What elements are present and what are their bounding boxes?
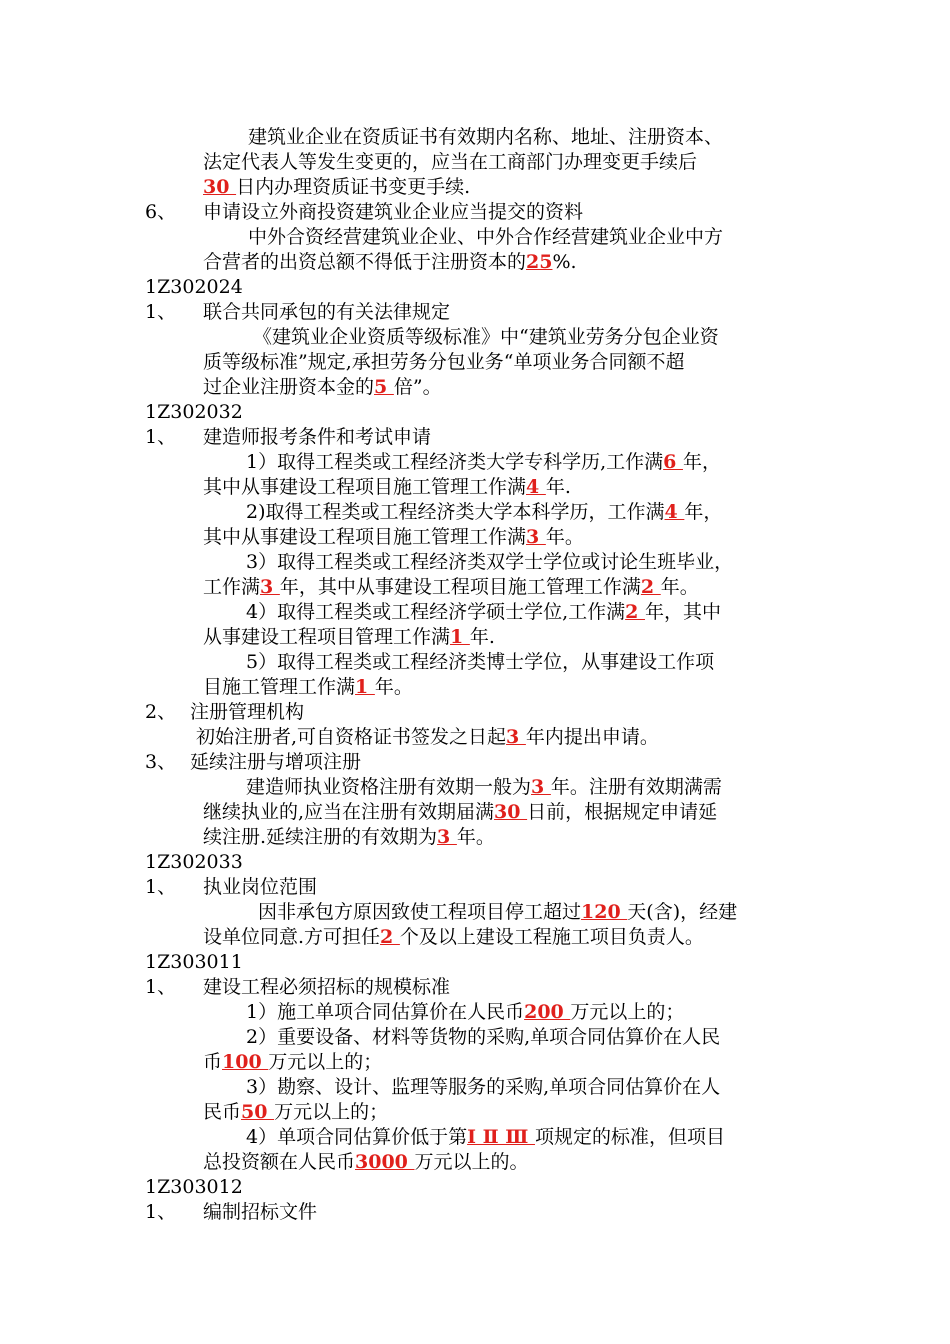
text-line	[246, 1000, 684, 1025]
text-line	[203, 1100, 388, 1125]
text-line	[203, 425, 431, 450]
line-text-rest: 年。	[545, 526, 584, 548]
line-text: 1Z302033	[145, 851, 243, 873]
line-text: 继续执业的,应当在注册有效期届满	[203, 801, 495, 823]
line-text-rest: 年。注册有效期满需	[550, 776, 722, 798]
line-text: 目施工管理工作满	[203, 676, 356, 698]
line-text-rest: 万元以上的；	[570, 1001, 685, 1023]
line-text-rest: 年，其中从事建设工程项目施工管理工作满	[279, 576, 641, 598]
line-text-rest: 项规定的标准，但项目	[534, 1126, 725, 1148]
text-line	[196, 725, 659, 750]
item-number: 1、	[145, 876, 177, 898]
line-text: 建造师报考条件和考试申请	[203, 426, 432, 448]
text-line	[248, 125, 723, 150]
line-text: 3）勘察、设计、监理等服务的采购,单项合同估算价在人	[246, 1076, 721, 1098]
highlighted-value: 2	[380, 926, 400, 948]
text-line	[203, 150, 697, 175]
line-text: 4）取得工程类或工程经济学硕士学位,工作满	[246, 601, 626, 623]
highlighted-value: 30	[203, 176, 237, 198]
line-text: 建造师执业资格注册有效期一般为	[246, 776, 532, 798]
text-line	[246, 775, 722, 800]
text-line	[145, 1175, 243, 1200]
line-text: 延续注册与增项注册	[190, 751, 362, 773]
text-line	[203, 675, 413, 700]
line-text: 2）重要设备、材料等货物的采购,单项合同估算价在人民	[246, 1026, 721, 1048]
line-text: 建筑业企业在资质证书有效期内名称、地址、注册资本、	[248, 126, 724, 148]
line-text-rest: 倍”。	[393, 376, 442, 398]
text-line	[203, 375, 442, 400]
highlighted-value: 50	[241, 1101, 275, 1123]
line-text: 其中从事建设工程项目施工管理工作满	[203, 526, 527, 548]
text-line	[145, 400, 243, 425]
text-line	[246, 450, 721, 475]
item-number: 3、	[145, 751, 177, 773]
text-line	[246, 1025, 720, 1050]
highlighted-value: I Ⅱ Ⅲ	[467, 1126, 535, 1148]
line-text: 其中从事建设工程项目施工管理工作满	[203, 476, 527, 498]
text-line	[203, 1050, 382, 1075]
line-text: 建设工程必须招标的规模标准	[203, 976, 451, 998]
line-text: 法定代表人等发生变更的，应当在工商部门办理变更手续后	[203, 151, 698, 173]
line-text: 过企业注册资本金的	[203, 376, 375, 398]
line-text: 工作满	[203, 576, 261, 598]
highlighted-value: 6	[663, 451, 683, 473]
line-text: 1Z303011	[145, 951, 243, 973]
item-number: 1、	[145, 976, 177, 998]
text-line	[190, 700, 304, 725]
line-text-rest: 年。	[660, 576, 699, 598]
line-text: 1）施工单项合同估算价在人民币	[246, 1001, 525, 1023]
line-text-rest: %.	[552, 251, 577, 273]
highlighted-value: 3	[437, 826, 457, 848]
line-text: 币	[203, 1051, 223, 1073]
highlighted-value: 4	[526, 476, 546, 498]
line-text-rest: 年。	[374, 676, 413, 698]
line-text-rest: 万元以上的；	[268, 1051, 383, 1073]
line-text: 编制招标文件	[203, 1201, 318, 1223]
text-line	[190, 750, 361, 775]
text-line	[246, 650, 714, 675]
text-line	[246, 500, 722, 525]
text-line	[246, 1125, 725, 1150]
line-text-rest: 日前，根据规定申请延	[527, 801, 718, 823]
line-text: 4）单项合同估算价低于第	[246, 1126, 468, 1148]
line-text: 联合共同承包的有关法律规定	[203, 301, 451, 323]
line-text-rest: 年，	[682, 451, 721, 473]
text-line	[145, 950, 243, 975]
text-line	[246, 1075, 720, 1100]
text-line	[203, 625, 495, 650]
text-line	[203, 800, 717, 825]
highlighted-value: 2	[640, 576, 661, 598]
text-line	[246, 550, 733, 575]
text-line	[248, 225, 723, 250]
item-number: 1、	[145, 426, 177, 448]
line-text: 执业岗位范围	[203, 876, 318, 898]
text-line	[203, 350, 684, 375]
text-line	[203, 250, 577, 275]
line-text: 民币	[203, 1101, 242, 1123]
line-text: 申请设立外商投资建筑业企业应当提交的资料	[203, 201, 584, 223]
line-text: 5）取得工程类或工程经济类博士学位，从事建设工作项	[246, 651, 715, 673]
text-line	[203, 975, 450, 1000]
line-text-rest: 年。	[456, 826, 495, 848]
line-text: 1Z303012	[145, 1176, 243, 1198]
highlighted-value: 3	[526, 526, 546, 548]
line-text-rest: 年，	[684, 501, 723, 523]
line-text: 因非承包方原因致使工程项目停工超过	[258, 901, 582, 923]
text-line	[203, 575, 699, 600]
highlighted-value: 5	[374, 376, 394, 398]
item-number: 1、	[145, 301, 177, 323]
text-line	[246, 600, 721, 625]
line-text: 设单位同意.方可担任	[203, 926, 381, 948]
item-number: 6、	[145, 201, 177, 223]
line-text-rest: 年，其中	[644, 601, 721, 623]
line-text-rest: 年.	[545, 476, 571, 498]
text-line	[203, 525, 584, 550]
line-text: 中外合资经营建筑业企业、中外合作经营建筑业企业中方	[248, 226, 724, 248]
line-text: 2)取得工程类或工程经济类大学本科学历，工作满	[246, 501, 665, 523]
line-text: 从事建设工程项目管理工作满	[203, 626, 451, 648]
highlighted-value: 1	[355, 676, 375, 698]
text-line	[203, 825, 495, 850]
text-line	[145, 275, 243, 300]
line-text: 1Z302032	[145, 401, 243, 423]
line-text-rest: 万元以上的。	[414, 1151, 529, 1173]
text-line	[203, 200, 583, 225]
highlighted-value: 30	[494, 801, 528, 823]
text-line	[145, 850, 243, 875]
line-text: 初始注册者,可自资格证书签发之日起	[196, 726, 507, 748]
text-line	[203, 175, 470, 200]
highlighted-value: 4	[664, 501, 685, 523]
text-line	[203, 300, 450, 325]
text-line	[203, 475, 571, 500]
highlighted-value: 1	[450, 626, 470, 648]
line-text-rest: 个及以上建设工程施工项目负责人。	[399, 926, 704, 948]
highlighted-value: 200	[524, 1001, 571, 1023]
line-text-rest: 万元以上的；	[274, 1101, 389, 1123]
line-text: 总投资额在人民币	[203, 1151, 356, 1173]
text-line	[203, 925, 704, 950]
line-text: 注册管理机构	[190, 701, 305, 723]
highlighted-value: 2	[625, 601, 645, 623]
highlighted-value: 25	[526, 251, 553, 273]
line-text-rest: 年.	[469, 626, 495, 648]
highlighted-value: 3	[260, 576, 280, 598]
line-text: 3）取得工程类或工程经济类双学士学位或讨论生班毕业，	[246, 551, 734, 573]
line-text: 1Z302024	[145, 276, 243, 298]
highlighted-value: 3000	[355, 1151, 415, 1173]
line-text-rest: 天(含)，经建	[627, 901, 738, 923]
line-text: 质等级标准”规定,承担劳务分包业务“单项业务合同额不超	[203, 351, 685, 373]
line-text-rest: 年内提出申请。	[525, 726, 659, 748]
line-text-rest: 日内办理资质证书变更手续.	[236, 176, 471, 198]
text-line	[258, 900, 737, 925]
line-text: 1）取得工程类或工程经济类大学专科学历,工作满	[246, 451, 664, 473]
highlighted-value: 120	[581, 901, 628, 923]
line-text: 合营者的出资总额不得低于注册资本的	[203, 251, 527, 273]
highlighted-value: 3	[506, 726, 526, 748]
item-number: 2、	[145, 701, 177, 723]
highlighted-value: 100	[222, 1051, 269, 1073]
text-line	[203, 1200, 317, 1225]
text-line	[253, 325, 719, 350]
text-line	[203, 1150, 529, 1175]
line-text: 续注册.延续注册的有效期为	[203, 826, 438, 848]
line-text: 《建筑业企业资质等级标准》中“建筑业劳务分包企业资	[253, 326, 719, 348]
text-line	[203, 875, 317, 900]
highlighted-value: 3	[531, 776, 551, 798]
item-number: 1、	[145, 1201, 177, 1223]
